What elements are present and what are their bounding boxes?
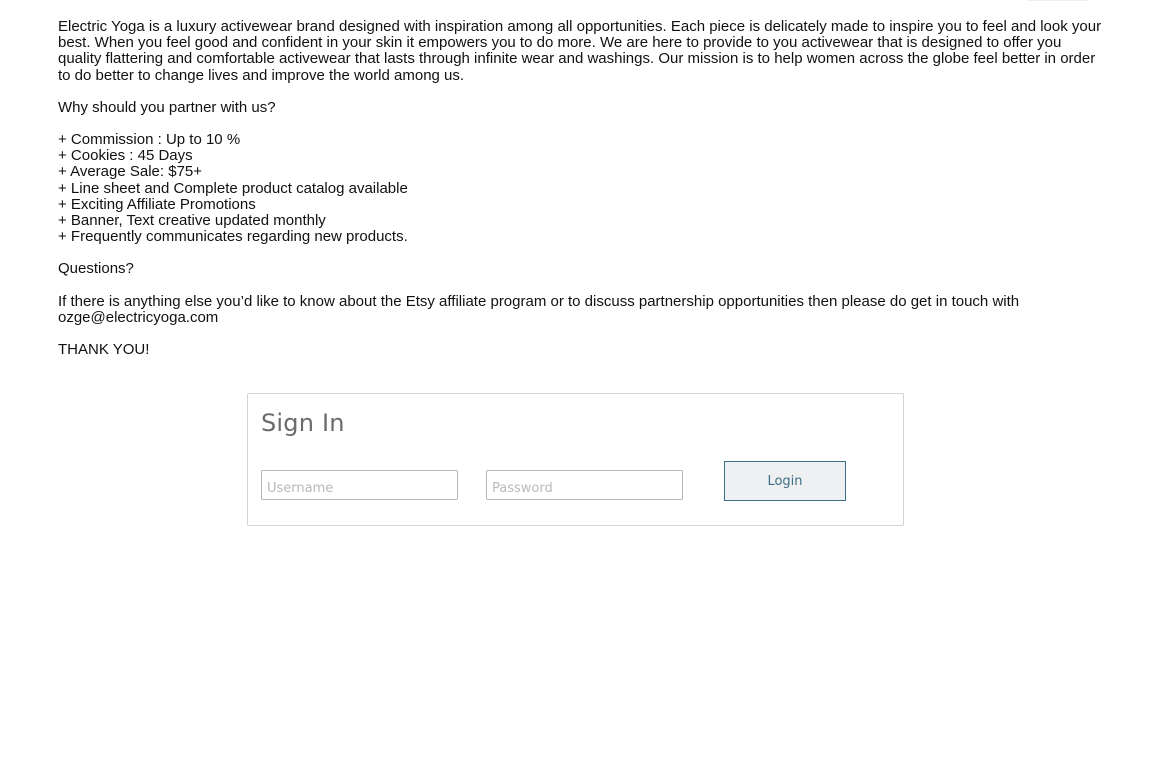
questions-heading: Questions? [58,260,134,278]
benefit-creatives: + Banner, Text creative updated monthly [58,212,326,230]
sign-in-form [247,393,904,526]
benefit-average-sale: + Average Sale: $75+ [58,163,203,181]
thank-you: THANK YOU! [58,341,150,359]
brand-description: Electric Yoga is a luxury activewear brand designed with inspiration among all opportunities. Each piece is delicately made to inspire you to feel and look your best. When you feel good and confident in your skin it empowers you to do more. We are here to provide to you activewear that is designed to offer you quality flattering and comfortable activewear that lasts through infinite wear and washings. Our mission is to help women across the globe feel better in order to do better to change lives and improve the world among us. [58,18,1102,84]
sign-in-title: Sign In [261,409,345,437]
username-input[interactable] [261,470,458,500]
password-input[interactable] [486,470,683,500]
affiliate-info [58,19,1103,374]
benefits-list [58,132,1103,245]
login-button[interactable]: Login [724,461,846,501]
benefit-promotions: + Exciting Affiliate Promotions [58,195,256,213]
benefit-communication: + Frequently communicates regarding new products. [58,228,408,246]
benefit-catalog: + Line sheet and Complete product catalog available [58,179,408,197]
benefit-commission: + Commission : Up to 10 % [58,131,241,149]
contact-text: If there is anything else you’d like to know about the Etsy affiliate program or to discuss partnership opportunities then please do get in touch with ozge@electricyoga.com [58,292,1020,326]
benefit-cookies: + Cookies : 45 Days [58,147,193,165]
top-edge-divider [1027,0,1089,1]
partner-question: Why should you partner with us? [58,98,276,116]
